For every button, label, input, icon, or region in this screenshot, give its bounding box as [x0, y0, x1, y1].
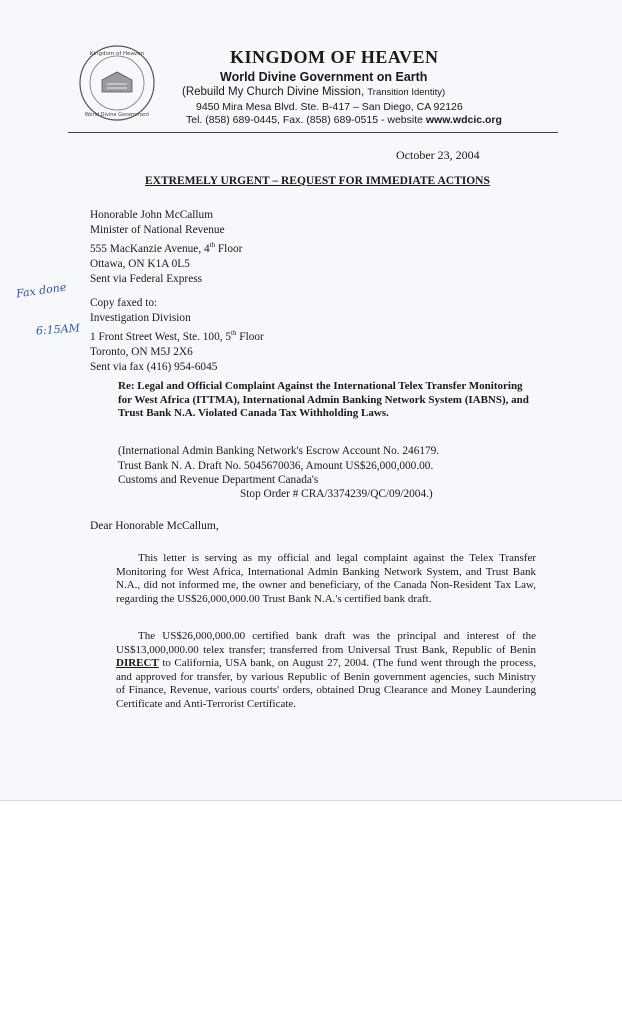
reference-line-4: Stop Order # CRA/3374239/QC/09/2004.) [240, 488, 433, 500]
seal-text-top: Kingdom of Heaven [89, 51, 145, 57]
reference-line-2: Trust Bank N. A. Draft No. 5045670036, Amount US$26,000,000.00. [118, 460, 434, 472]
copy-line: Toronto, ON M5J 2X6 [90, 345, 193, 358]
recipient-line: Ottawa, ON K1A 0L5 [90, 257, 190, 270]
seal-logo [78, 44, 156, 122]
body-paragraph-1: This letter is serving as my official and legal complaint against the Telex Transfer Monitoring for West Africa, International Admin Banking Network System, and Trust Bank N.A., did not informed me, the owner and beneficiary, of the Canada Non-Resident Tax Law, regarding the US$26,000,000.00 Trust Bank N.A.'s certified bank draft. [116, 552, 536, 605]
direct-emphasis: DIRECT [116, 657, 159, 669]
recipient-address [90, 208, 242, 287]
handwritten-fax-note: Fax done [15, 280, 68, 301]
copy-line: Sent via fax (416) 954-6045 [90, 360, 218, 373]
letterhead-subtitle: World Divine Government on Earth [220, 70, 428, 84]
salutation: Dear Honorable McCallum, [90, 520, 219, 532]
body-paragraph-2: The US$26,000,000.00 certified bank draft was the principal and interest of the US$13,000,000.00 telex transfer; transferred from Universal Trust Bank, Republic of Benin DIRECT to California, USA bank, on August 27, 2004. (The fund went through the process, and approved for transfer, by various Republic of Benin government agencies, such Ministry of Finance, Revenue, various courts' orders, obtained Drug Clearance and Money Laundering Certificate and Anti-Terrorist Certificate. [116, 630, 536, 710]
handwritten-time-note: 6:15AM [35, 321, 81, 338]
reference-line-1: (International Admin Banking Network's Escrow Account No. 246179. [118, 445, 440, 457]
letterhead-website: www.wdcic.org [425, 114, 502, 126]
subject-re-block: Re: Legal and Official Complaint Against the International Telex Transfer Monitoring for West Africa (ITTMA), International Admin Banking Network System (IABNS), and Trust Bank N.A. Violated Canada Tax Withholding Laws. [118, 380, 529, 419]
letterhead-contact: Tel. (858) 689-0445, Fax. (858) 689-0515 - website www.wdcic.org [186, 114, 502, 126]
seal-ribbon [102, 72, 132, 92]
seal-text-bottom: World Divine Government [84, 112, 150, 118]
copy-line: 1 Front Street West, Ste. 100, 5th Floor [90, 329, 264, 343]
copy-line: Copy faxed to: [90, 297, 158, 309]
recipient-line: 555 MacKanzie Avenue, 4th Floor [90, 241, 243, 255]
reference-line-3: Customs and Revenue Department Canada's [118, 474, 319, 486]
urgent-headline: EXTREMELY URGENT – REQUEST FOR IMMEDIATE ACTIONS [145, 175, 490, 187]
letterhead-address: 9450 Mira Mesa Blvd. Ste. B-417 – San Diego, CA 92126 [196, 101, 463, 113]
letterhead-divider [68, 132, 558, 133]
copy-line: Investigation Division [90, 312, 191, 324]
letterhead-mission: (Rebuild My Church Divine Mission, Transition Identity) [182, 86, 446, 98]
recipient-line: Minister of National Revenue [90, 224, 225, 236]
recipient-line: Sent via Federal Express [90, 272, 202, 285]
copy-address [90, 296, 264, 375]
letter-date: October 23, 2004 [396, 148, 480, 162]
letterhead-title: KINGDOM OF HEAVEN [230, 47, 439, 67]
recipient-line: Honorable John McCallum [90, 209, 213, 221]
